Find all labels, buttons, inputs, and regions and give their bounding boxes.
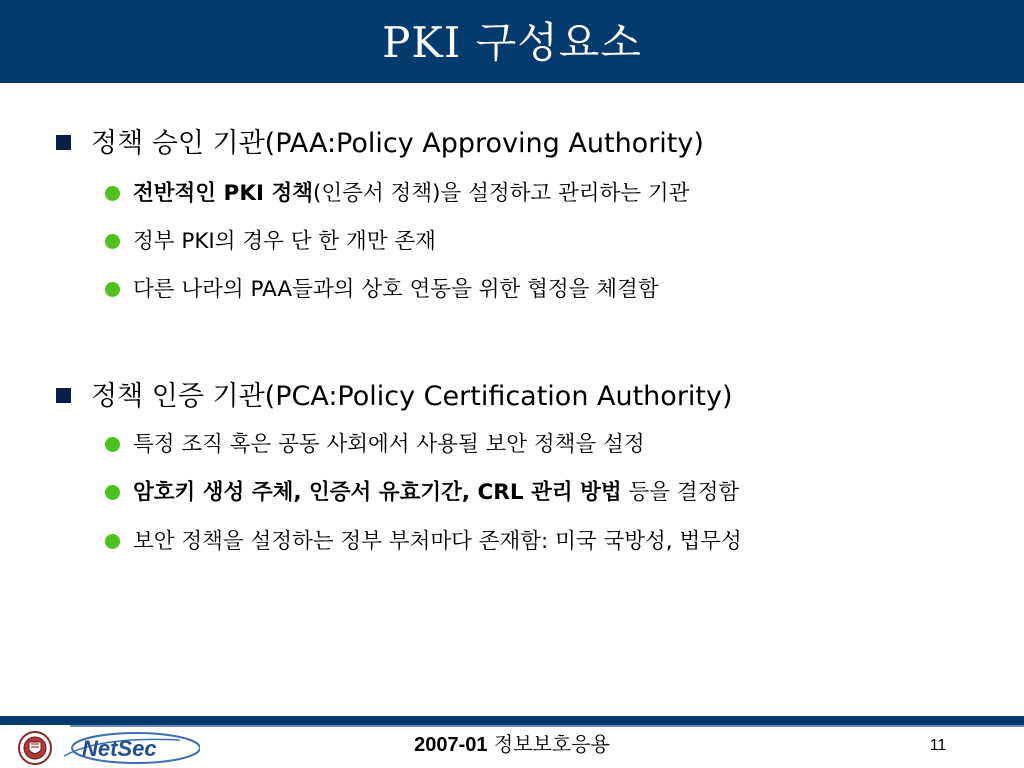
round-bullet-icon bbox=[105, 186, 120, 201]
list-item-rest: 보안 정책을 설정하는 정부 부처마다 존재함: 미국 국방성, 법무성 bbox=[133, 529, 742, 554]
square-bullet-icon bbox=[56, 135, 71, 150]
netsec-logo-text: NetSec bbox=[82, 736, 157, 761]
round-bullet-icon bbox=[105, 485, 120, 500]
footer-rule-thin bbox=[70, 725, 1024, 727]
footer-course bbox=[300, 730, 724, 759]
netsec-logo bbox=[60, 730, 200, 766]
footer-rule bbox=[0, 716, 1024, 725]
section-heading-text: 정책 승인 기관(PAA:Policy Approving Authority) bbox=[91, 128, 704, 159]
list-item-text bbox=[133, 528, 742, 556]
list-item-text bbox=[133, 180, 689, 208]
university-emblem-icon bbox=[18, 731, 52, 765]
round-bullet-icon bbox=[105, 234, 120, 249]
footer-course-year: 2007-01 bbox=[414, 734, 488, 756]
list-item-text bbox=[133, 431, 645, 459]
round-bullet-icon bbox=[105, 282, 120, 297]
list-item-rest: 정부 PKI의 경우 단 한 개만 존재 bbox=[133, 229, 436, 254]
round-bullet-icon bbox=[105, 534, 120, 549]
list-item-text bbox=[133, 276, 659, 304]
list-item-rest: (인증서 정책)을 설정하고 관리하는 기관 bbox=[313, 181, 690, 206]
list-item-bold: 암호키 생성 주체, 인증서 유효기간, CRL 관리 방법 bbox=[133, 480, 622, 505]
slide-title: PKI 구성요소 bbox=[382, 18, 642, 67]
page-number: 11 bbox=[929, 737, 947, 754]
list-item-rest: 등을 결정함 bbox=[621, 480, 740, 505]
footer-course-name: 정보보호응용 bbox=[493, 732, 610, 756]
list-item-text bbox=[133, 228, 436, 256]
list-item-bold: 전반적인 PKI 정책 bbox=[133, 181, 314, 206]
list-item-text bbox=[133, 479, 739, 507]
section-heading-text: 정책 인증 기관(PCA:Policy Certification Authority) bbox=[91, 381, 733, 412]
list-item-rest: 다른 나라의 PAA들과의 상호 연동을 위한 협정을 체결함 bbox=[133, 277, 659, 302]
round-bullet-icon bbox=[105, 437, 120, 452]
square-bullet-icon bbox=[56, 388, 71, 403]
list-item-rest: 특정 조직 혹은 공동 사회에서 사용될 보안 정책을 설정 bbox=[133, 432, 645, 457]
